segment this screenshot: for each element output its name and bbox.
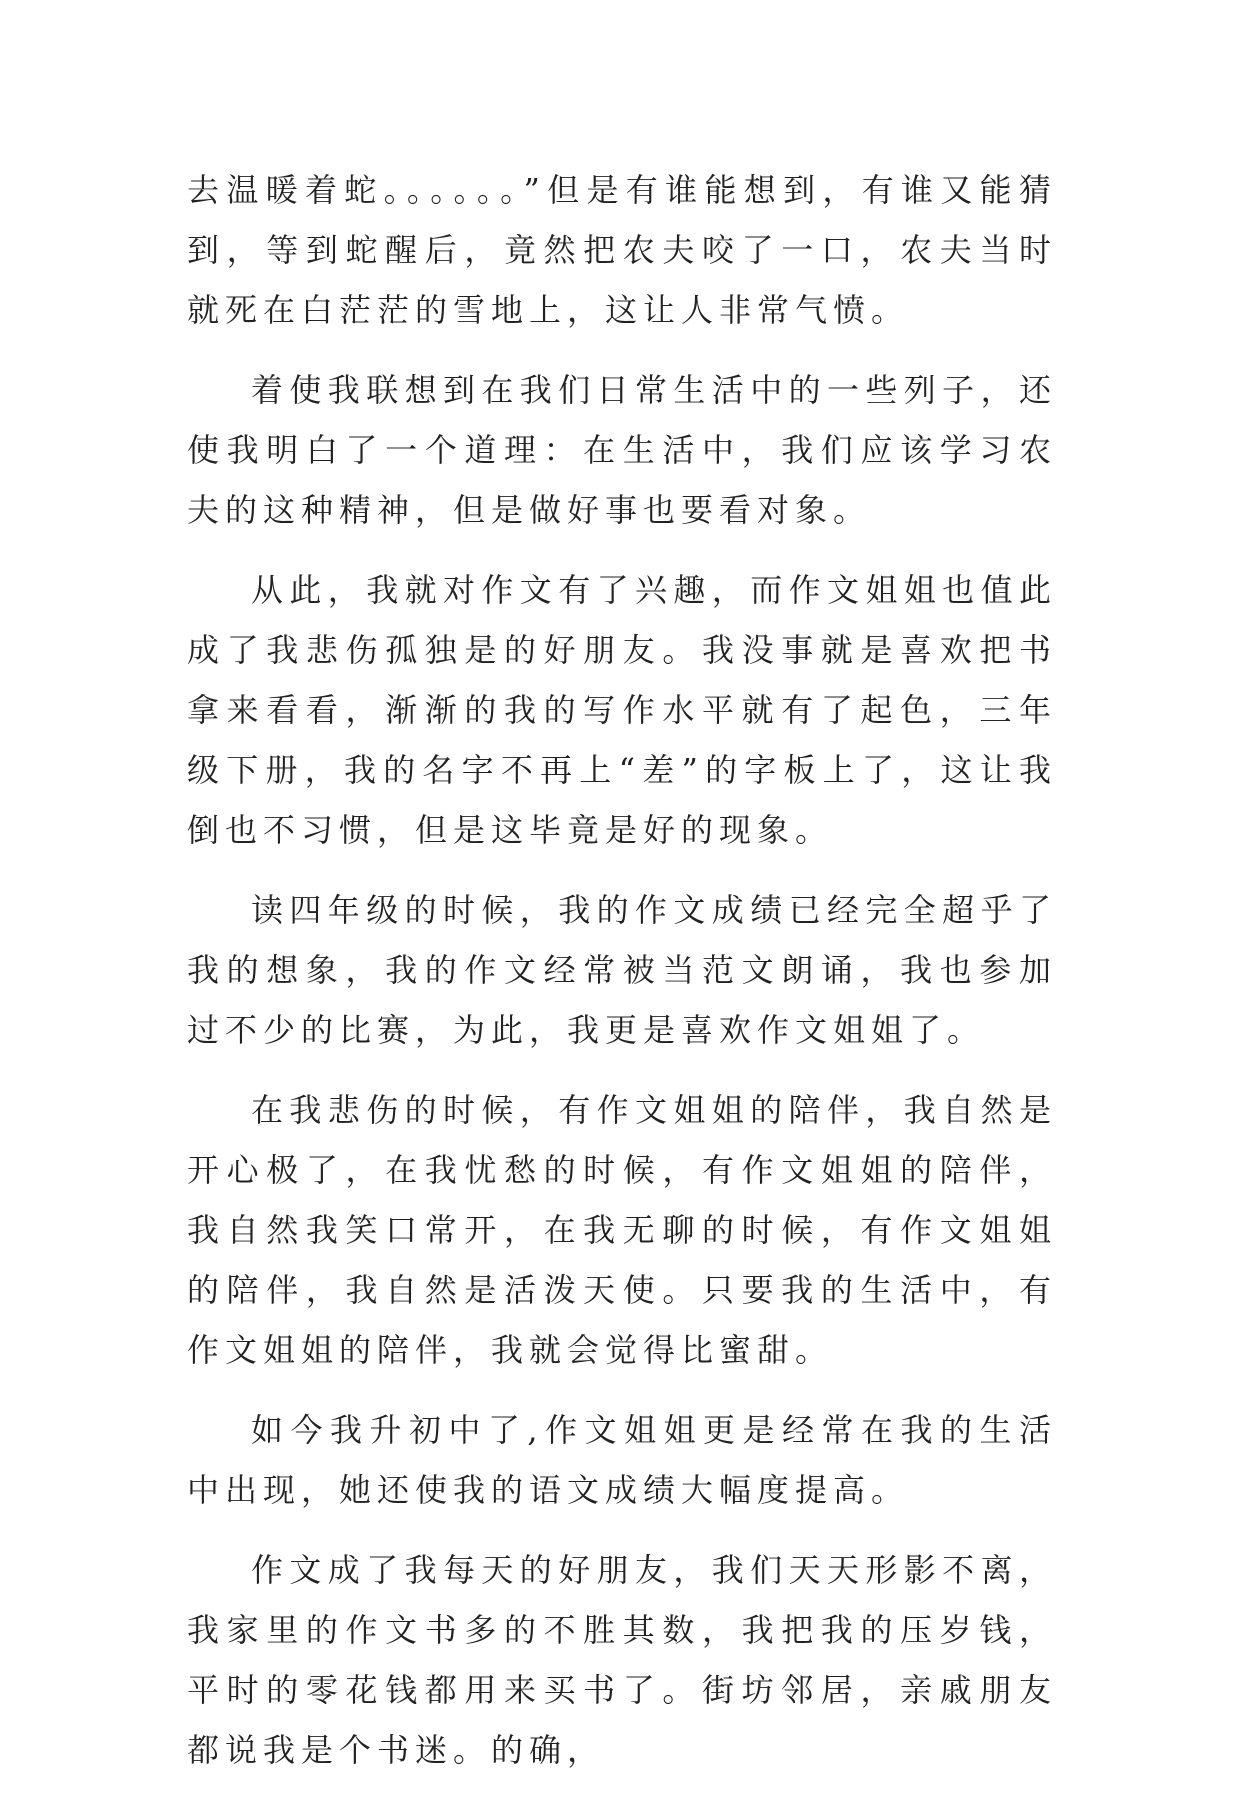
paragraph-continued: 去温暖着蛇。。。。。。”但是有谁能想到，有谁又能猜到，等到蛇醒后，竟然把农夫咬了一口，农夫当时就死在白茫茫的雪地上，这让人非常气愤。	[187, 171, 1057, 329]
paragraph: 如今我升初中了,作文姐姐更是经常在我的生活中出现，她还使我的语文成绩大幅度提高。	[187, 1411, 1057, 1509]
paragraph: 读四年级的时候，我的作文成绩已经完全超乎了我的想象，我的作文经常被当范文朗诵，我也参加过不少的比赛，为此，我更是喜欢作文姐姐了。	[187, 891, 1057, 1049]
paragraph: 在我悲伤的时候，有作文姐姐的陪伴，我自然是开心极了，在我忧愁的时候，有作文姐姐的陪伴，我自然我笑口常开，在我无聊的时候，有作文姐姐的陪伴，我自然是活泼天使。只要我的生活中，有作文姐姐的陪伴，我就会觉得比蜜甜。	[187, 1091, 1057, 1369]
paragraph: 着使我联想到在我们日常生活中的一些列子，还使我明白了一个道理：在生活中，我们应该学习农夫的这种精神，但是做好事也要看对象。	[187, 371, 1057, 529]
document-body	[187, 160, 1057, 1800]
paragraph: 从此，我就对作文有了兴趣，而作文姐姐也值此成了我悲伤孤独是的好朋友。我没事就是喜欢把书拿来看看，渐渐的我的写作水平就有了起色，三年级下册，我的名字不再上“差”的字板上了，这让我倒也不习惯，但是这毕竟是好的现象。	[187, 571, 1057, 849]
paragraph: 作文成了我每天的好朋友，我们天天形影不离，我家里的作文书多的不胜其数，我把我的压岁钱，平时的零花钱都用来买书了。街坊邻居，亲戚朋友都说我是个书迷。的确，	[187, 1551, 1057, 1769]
